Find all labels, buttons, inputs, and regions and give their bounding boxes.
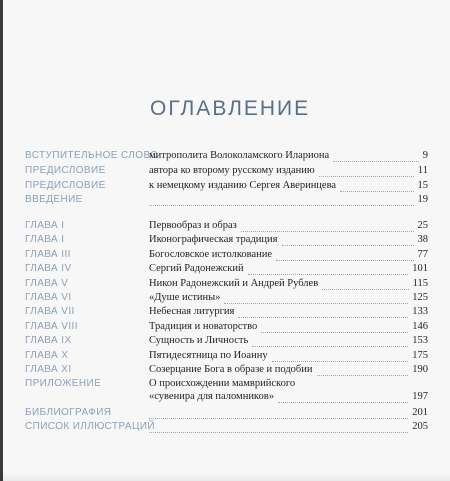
toc-dot-leader [340,190,413,192]
toc-dot-leader [248,273,409,275]
toc-entry-title: автора ко второму русскому изданию [149,165,315,176]
toc-entry-title: Сущность и Личность [149,335,249,346]
toc-page-number: 101 [412,263,428,274]
toc-entry [0,263,450,277]
toc-section-label: ГЛАВА IX [25,335,72,346]
toc-section-label: ГЛАВА IV [25,263,72,274]
toc-dot-leader [272,360,409,362]
toc-section-label: ГЛАВА VI [25,292,72,303]
toc-page-number: 9 [422,150,428,161]
toc-entry-title: митрополита Волоколамского Илариона [149,150,330,161]
toc-section-label: ВСТУПИТЕЛЬНОЕ СЛОВО [25,150,159,161]
toc-section-label: ГЛАВА I [25,234,65,245]
toc-section-label: ГЛАВА III [25,249,71,260]
toc-entry-title: Никон Радонежский и Андрей Рублев [149,278,319,289]
toc-entry [0,292,450,306]
toc-section-label: ГЛАВА X [25,350,69,361]
toc-dot-leader [333,160,419,162]
toc-entry-title: Иконографическая традиция [149,234,278,245]
toc-entry-title: Сергий Радонежский [149,263,244,274]
toc-dot-leader [319,175,414,177]
toc-page-number: 146 [412,321,428,332]
page-title: ОГЛАВЛЕНИЕ [150,97,311,120]
toc-section-label: ПРЕДИСЛОВИЕ [25,180,106,191]
toc-entry [0,364,450,378]
toc-section-label: СПИСОК ИЛЛЮСТРАЦИЙ [25,421,155,432]
toc-section-label: ГЛАВА V [25,278,69,289]
toc-section-label: ПРИЛОЖЕНИЕ [25,378,102,389]
toc-entry [0,335,450,349]
toc-entry [0,278,450,292]
toc-section-label: БИБЛИОГРАФИЯ [25,407,112,418]
toc-dot-leader [261,331,408,333]
toc-entry [0,194,450,208]
toc-dot-leader [276,259,413,261]
toc-section-label: ГЛАВА VIII [25,321,78,332]
toc-entry [0,421,450,435]
toc-page-number: 205 [412,421,428,432]
toc-section-label: ГЛАВА VII [25,306,75,317]
toc-entry [0,249,450,263]
toc-entry [0,180,450,194]
toc-entry [0,150,450,164]
toc-dot-leader [224,302,408,304]
toc-page-number: 38 [417,234,428,245]
toc-entry-title: Традиция и новаторство [149,321,258,332]
toc-entry-title: Первообраз и образ [149,220,237,231]
toc-entry-title: Пятидесятница по Иоанну [149,350,268,361]
toc-entry [0,378,450,402]
toc-page-number: 190 [412,364,428,375]
toc-section-label: ПРЕДИСЛОВИЕ [25,165,106,176]
toc-dot-leader [149,417,408,419]
page-shadow [0,473,450,481]
toc-entry [0,321,450,335]
toc-entry-title: Созерцание Бога в образе и подобии [149,364,313,375]
toc-page-number: 19 [417,194,428,205]
toc-page-number: 125 [412,292,428,303]
toc-page-number: 153 [412,335,428,346]
toc-entry [0,306,450,320]
toc-dot-leader [241,230,414,232]
toc-page-number: 25 [417,220,428,231]
toc-entry [0,350,450,364]
toc-page-number: 11 [417,165,428,176]
toc-entry-title: Небесная литургия [149,306,235,317]
toc-dot-leader [282,244,414,246]
toc-dot-leader [317,374,409,376]
toc-dot-leader [278,401,408,403]
toc-dot-leader [149,204,414,206]
toc-entry [0,234,450,248]
toc-dot-leader [252,345,408,347]
toc-section-label: ВВЕДЕНИЕ [25,194,83,205]
toc-dot-leader [238,316,408,318]
toc-page-number: 133 [412,306,428,317]
toc-dot-leader [322,288,408,290]
toc-page-number: 175 [412,350,428,361]
toc-entry-title: к немецкому изданию Сергея Аверинцева [149,180,337,191]
toc-page-number: 201 [412,407,428,418]
toc-entry [0,220,450,234]
toc-page-number: 197 [412,391,428,402]
toc-entry-title: О происхождении мамврийского [149,378,296,389]
toc-page-number: 15 [417,180,428,191]
toc-section-label: ГЛАВА XI [25,364,72,375]
toc-entry-title: «Душе истины» [149,292,221,303]
toc-page-number: 115 [412,278,428,289]
toc-dot-leader [149,431,408,433]
toc-page-number: 77 [417,249,428,260]
toc-section-label: ГЛАВА I [25,220,65,231]
toc-entry-title: Богословское истолкование [149,249,273,260]
toc-entry [0,165,450,179]
toc-entry [0,407,450,421]
toc-entry-title-line2: «сувенира для паломников» [149,391,274,402]
